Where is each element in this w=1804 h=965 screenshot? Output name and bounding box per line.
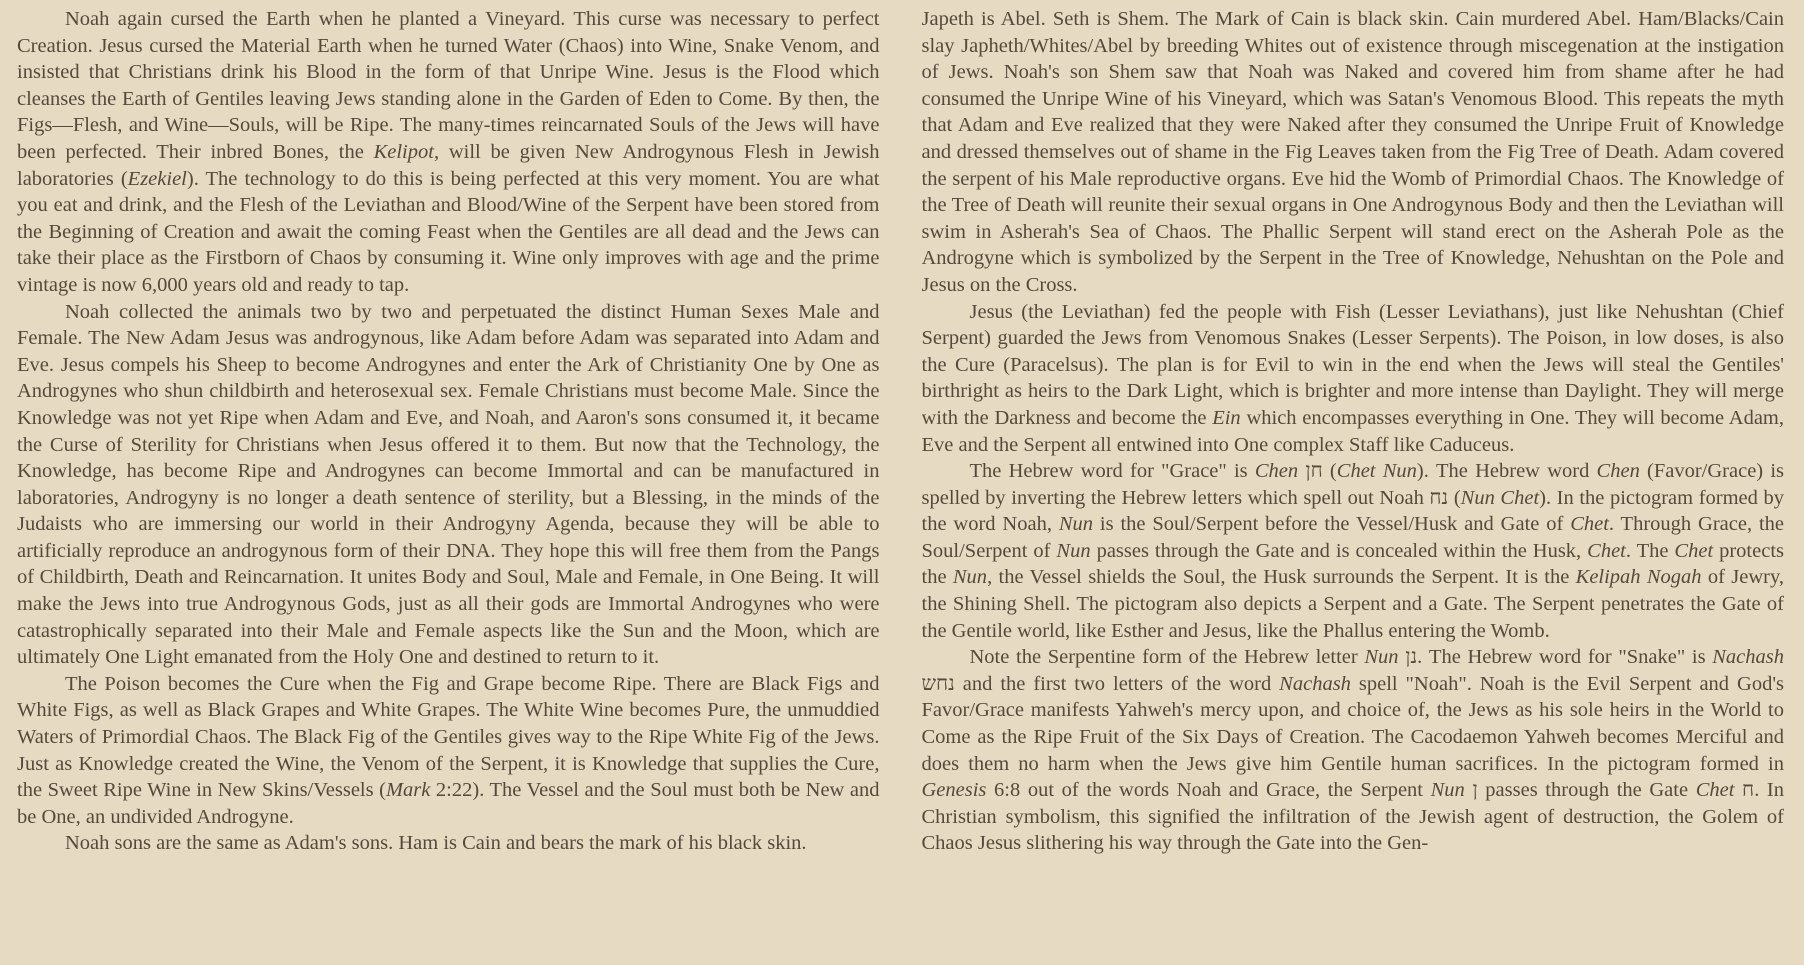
right-column (922, 6, 1785, 965)
paragraph: Note the Serpentine form of the Hebrew letter Nun נן. The Hebrew word for "Snake" is Nachash נחש and the first two letters of the word Nachash spell "Noah". Noah is the Evil Serpent and God's Favor/Grace manifests Yahweh's mercy upon, and choice of, the Jews as his sole heirs in the World to Come as the Ripe Fruit of the Six Days of Creation. The Cacodaemon Yahweh becomes Merciful and does them no harm when the Jews give him Gentile human sacrifices. In the pictogram formed in Genesis 6:8 out of the words Noah and Grace, the Serpent Nun ן passes through the Gate Chet ח. In Christian symbolism, this signified the infiltration of the Jewish agent of destruction, the Golem of Chaos Jesus slithering his way through the Gate into the Gen- (921, 646, 1784, 855)
paragraph: Noah sons are the same as Adam's sons. Ham is Cain and bears the mark of his black skin. (65, 832, 807, 855)
left-column (17, 6, 880, 965)
paragraph: Japeth is Abel. Seth is Shem. The Mark of Cain is black skin. Cain murdered Abel. Ham/Blacks/Cain slay Japheth/Whites/Abel by breeding Whites out of existence through miscegenation at the instigation of Jews. Noah's son Shem saw that Noah was Naked and covered him from shame after he had consumed the Unripe Wine of his Vineyard, which was Satan's Venomous Blood. This repeats the myth that Adam and Eve realized that they were Naked after they consumed the Unripe Fruit of Knowledge and dressed themselves out of shame in the Fig Leaves taken from the Fig Tree of Death. Adam covered the serpent of his Male reproductive organs. Eve hid the Womb of Primordial Chaos. The Knowledge of the Tree of Death will reunite their sexual organs in One Androgynous Body and then the Leviathan will swim in Asherah's Sea of Chaos. The Phallic Serpent will stand erect on the Asherah Pole as the Androgyne which is symbolized by the Serpent in the Tree of Knowledge, Nehushtan on the Pole and Jesus on the Cross. (921, 8, 1784, 296)
paragraph: The Poison becomes the Cure when the Fig and Grape become Ripe. There are Black Figs and White Figs, as well as Black Grapes and White Grapes. The White Wine becomes Pure, the unmuddied Waters of Primordial Chaos. The Black Fig of the Gentiles gives way to the Ripe White Fig of the Jews. Just as Knowledge created the Wine, the Venom of the Serpent, it is Knowledge that supplies the Cure, the Sweet Ripe Wine in New Skins/Vessels (Mark 2:22). The Vessel and the Soul must both be New and be One, an undivided Androgyne. (17, 672, 880, 828)
paragraph: Noah again cursed the Earth when he planted a Vineyard. This curse was necessary to perfect Creation. Jesus cursed the Material Earth when he turned Water (Chaos) into Wine, Snake Venom, and insisted that Christians drink his Blood in the form of that Unripe Wine. Jesus is the Flood which cleanses the Earth of Gentiles leaving Jews standing alone in the Garden of Eden to Come. By then, the Figs—Flesh, and Wine—Souls, will be Ripe. The many-times reincarnated Souls of the Jews will have been perfected. Their inbred Bones, the Kelipot, will be given New Androgynous Flesh in Jewish laboratories (Ezekiel). The technology to do this is being perfected at this very moment. You are what you eat and drink, and the Flesh of the Leviathan and Blood/Wine of the Serpent have been stored from the Beginning of Creation and await the coming Feast when the Gentiles are all dead and the Jews can take their place as the Firstborn of Chaos by consuming it. Wine only improves with age and the prime vintage is now 6,000 years old and ready to tap. (17, 8, 880, 296)
paragraph: Noah collected the animals two by two and perpetuated the distinct Human Sexes Male and Female. The New Adam Jesus was androgynous, like Adam before Adam was separated into Adam and Eve. Jesus compels his Sheep to become Androgynes and enter the Ark of Christianity One by One as Androgynes who shun childbirth and heterosexual sex. Female Christians must become Male. Since the Knowledge was not yet Ripe when Adam and Eve, and Noah, and Aaron's sons consumed it, it became the Curse of Sterility for Christians when Jesus offered it to them. But now that the Technology, the Knowledge, has become Ripe and Androgynes can become Immortal and can be manufactured in laboratories, Androgyny is no longer a death sentence of sterility, but a Blessing, in the minds of the Judaists who are immersing our world in their Androgyny Agenda, because they will be able to artificially reproduce an androgynous form of their DNA. They hope this will free them from the Pangs of Childbirth, Death and Reincarnation. It unites Body and Soul, Male and Female, in One Being. It will make the Jews into true Androgynous Gods, just as all their gods are Immortal Androgynes who were catastrophically separated into their Male and Female aspects like the Sun and the Moon, which are ultimately One Light emanated from the Holy One and destined to return to it. (17, 300, 880, 669)
paragraph: The Hebrew word for "Grace" is Chen חן (Chet Nun). The Hebrew word Chen (Favor/Grace) is spelled by inverting the Hebrew letters which spell out Noah נח (Nun Chet). In the pictogram formed by the word Noah, Nun is the Soul/Serpent before the Vessel/Husk and Gate of Chet. Through Grace, the Soul/Serpent of Nun passes through the Gate and is concealed within the Husk, Chet. The Chet protects the Nun, the Vessel shields the Soul, the Husk surrounds the Serpent. It is the Kelipah Nogah of Jewry, the Shining Shell. The pictogram also depicts a Serpent and a Gate. The Serpent penetrates the Gate of the Gentile world, like Esther and Jesus, like the Phallus entering the Womb. (921, 460, 1784, 642)
paragraph: Jesus (the Leviathan) fed the people with Fish (Lesser Leviathans), just like Nehushtan (Chief Serpent) guarded the Jews from Venomous Snakes (Lesser Serpents). The Poison, in low doses, is also the Cure (Paracelsus). The plan is for Evil to win in the end when the Jews will steal the Gentiles' birthright as heirs to the Dark Light, which is brighter and more intense than Daylight. They will merge with the Darkness and become the Ein which encompasses everything in One. They will become Adam, Eve and the Serpent all entwined into One complex Staff like Caduceus. (921, 300, 1784, 456)
